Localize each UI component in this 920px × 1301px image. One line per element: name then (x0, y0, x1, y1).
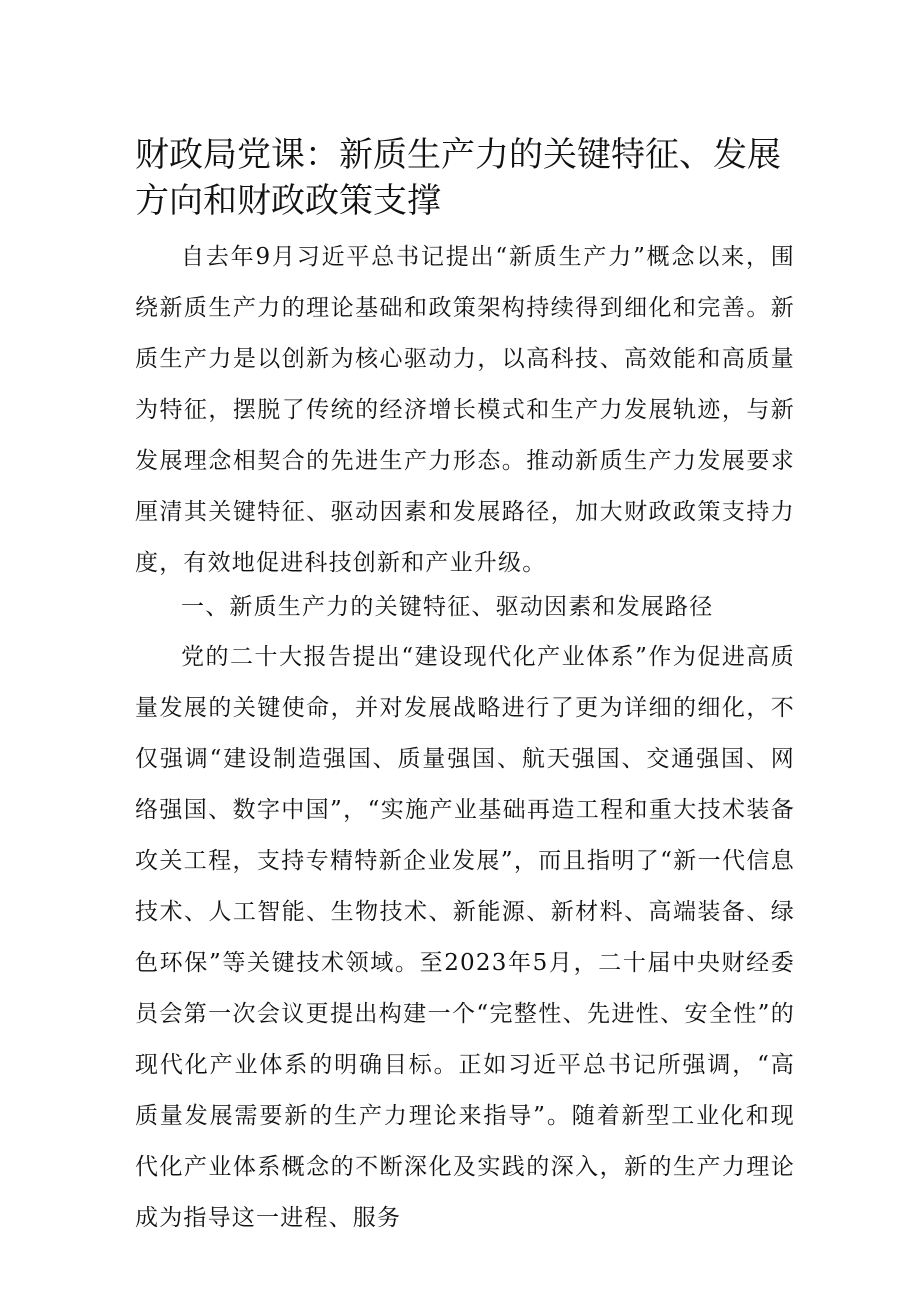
intro-paragraph: 自去年9月习近平总书记提出“新质生产力”概念以来，围绕新质生产力的理论基础和政策架构持续得到细化和完善。新质生产力是以创新为核心驱动力，以高科技、高效能和高质量为特征，摆脱了传统的经济增长模式和生产力发展轨迹，与新发展理念相契合的先进生产力形态。推动新质生产力发展要求厘清其关键特征、驱动因素和发展路径，加大财政政策支持力度，有效地促进科技创新和产业升级。 (135, 244, 795, 576)
document-title: 财政局党课：新质生产力的关键特征、发展方向和财政政策支撑 (135, 135, 781, 221)
section-heading: 一、新质生产力的关键特征、驱动因素和发展路径 (181, 594, 714, 620)
section-paragraph: 党的二十大报告提出“建设现代化产业体系”作为促进高质量发展的关键使命，并对发展战略进行了更为详细的细化，不仅强调“建设制造强国、质量强国、航天强国、交通强国、网络强国、数字中国”，“实施产业基础再造工程和重大技术装备攻关工程，支持专精特新企业发展”，而且指明了“新一代信息技术、人工智能、生物技术、新能源、新材料、高端装备、绿色环保”等关键技术领域。至2023年5月，二十届中央财经委员会第一次会议更提出构建一个“完整性、先进性、安全性”的现代化产业体系的明确目标。正如习近平总书记所强调，“高质量发展需要新的生产力理论来指导”。随着新型工业化和现代化产业体系概念的不断深化及实践的深入，新的生产力理论成为指导这一进程、服务 (135, 644, 795, 1231)
